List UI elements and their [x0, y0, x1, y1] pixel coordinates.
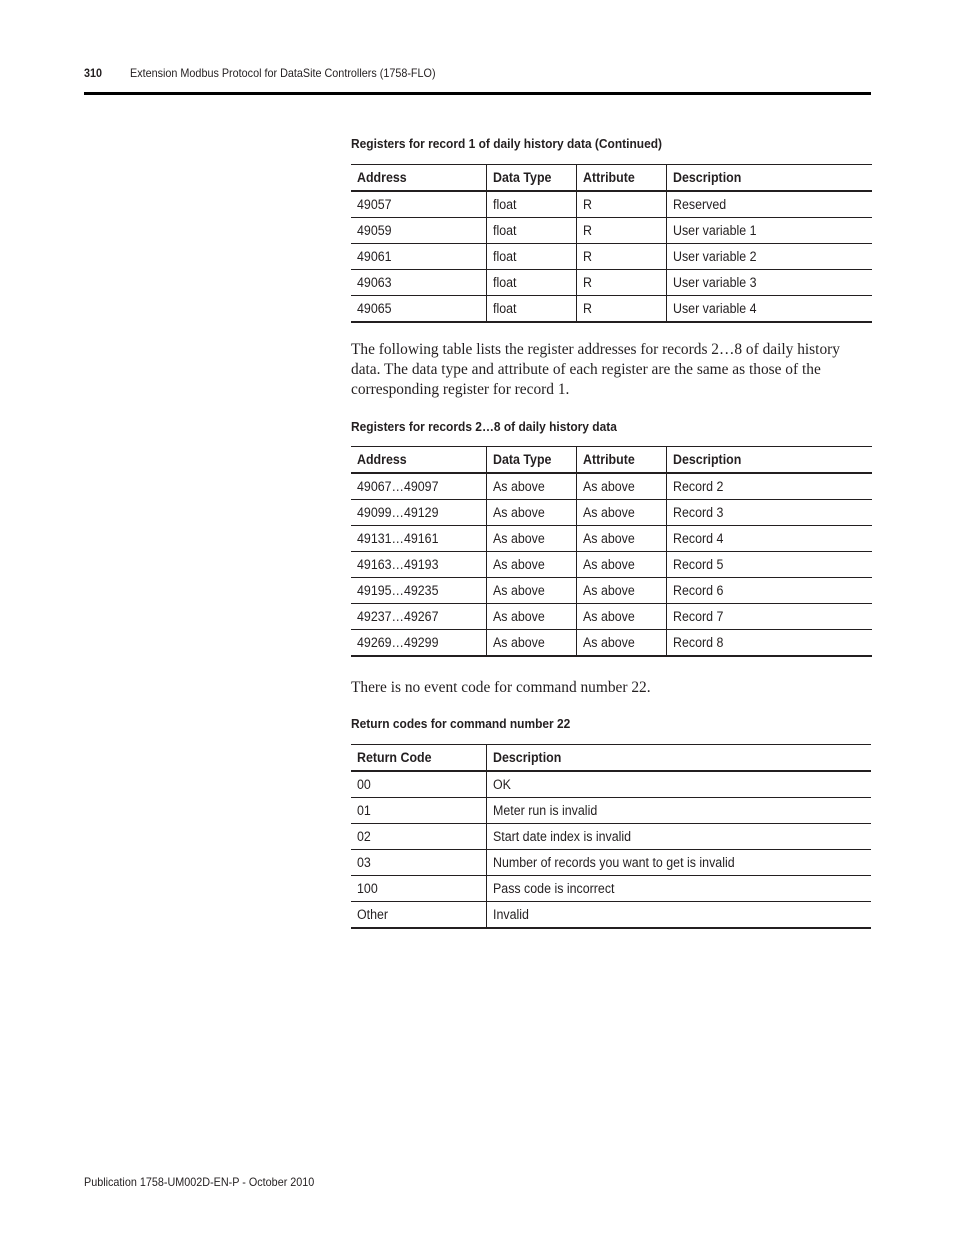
table3-header-description: Description — [486, 745, 871, 772]
table2-header-address: Address — [351, 447, 486, 474]
table2-header-attribute: Attribute — [576, 447, 666, 474]
table1-header-attribute: Attribute — [576, 165, 666, 192]
table-row: 49057 float R Reserved — [351, 191, 872, 218]
page-footer: Publication 1758-UM002D-EN-P - October 2010 — [84, 1175, 315, 1189]
table-row: 49099…49129 As above As above Record 3 — [351, 500, 872, 526]
table3-caption: Return codes for command number 22 — [351, 716, 571, 731]
table-row: 49237…49267 As above As above Record 7 — [351, 604, 872, 630]
table-row: 49195…49235 As above As above Record 6 — [351, 578, 872, 604]
table-row: 49065 float R User variable 4 — [351, 296, 872, 323]
table-row: 49163…49193 As above As above Record 5 — [351, 552, 872, 578]
table1-caption: Registers for record 1 of daily history data (Continued) — [351, 136, 663, 151]
table3-header-row — [351, 745, 871, 772]
table-row: 49061 float R User variable 2 — [351, 244, 872, 270]
table1-wrapper — [351, 164, 872, 323]
body-paragraph-2: There is no event code for command number 22. — [351, 679, 651, 696]
table1 — [351, 164, 872, 323]
page-header — [84, 66, 871, 95]
table2 — [351, 446, 872, 657]
body-paragraph-1: The following table lists the register addresses for records 2…8 of daily history data. The data type and attribute of each register are the same as those of the corresponding register for record 1. — [351, 341, 840, 398]
table-row: 49059 float R User variable 1 — [351, 218, 872, 244]
table1-header-address: Address — [351, 165, 486, 192]
table-row: 49063 float R User variable 3 — [351, 270, 872, 296]
table-row: 01 Meter run is invalid — [351, 798, 871, 824]
page-number: 310 — [84, 66, 103, 80]
table2-section — [351, 419, 872, 434]
table2-caption: Registers for records 2…8 of daily history data — [351, 419, 617, 434]
table2-wrapper — [351, 446, 872, 657]
table-row: 03 Number of records you want to get is invalid — [351, 850, 871, 876]
table3-section — [351, 716, 872, 731]
table1-section — [351, 136, 872, 151]
running-title: Extension Modbus Protocol for DataSite Controllers (1758-FLO) — [130, 66, 436, 80]
table-row: 02 Start date index is invalid — [351, 824, 871, 850]
table3 — [351, 744, 871, 929]
table3-header-return-code: Return Code — [351, 745, 486, 772]
table2-header-data-type: Data Type — [486, 447, 576, 474]
table2-header-description: Description — [666, 447, 872, 474]
table1-header-data-type: Data Type — [486, 165, 576, 192]
table1-header-description: Description — [666, 165, 872, 192]
table1-header-row — [351, 165, 872, 192]
table-row: 100 Pass code is incorrect — [351, 876, 871, 902]
table-row: 49269…49299 As above As above Record 8 — [351, 630, 872, 657]
table-row: Other Invalid — [351, 902, 871, 929]
table3-wrapper — [351, 744, 871, 929]
table-row: 49067…49097 As above As above Record 2 — [351, 473, 872, 500]
table2-header-row — [351, 447, 872, 474]
table-row: 49131…49161 As above As above Record 4 — [351, 526, 872, 552]
table-row: 00 OK — [351, 771, 871, 798]
